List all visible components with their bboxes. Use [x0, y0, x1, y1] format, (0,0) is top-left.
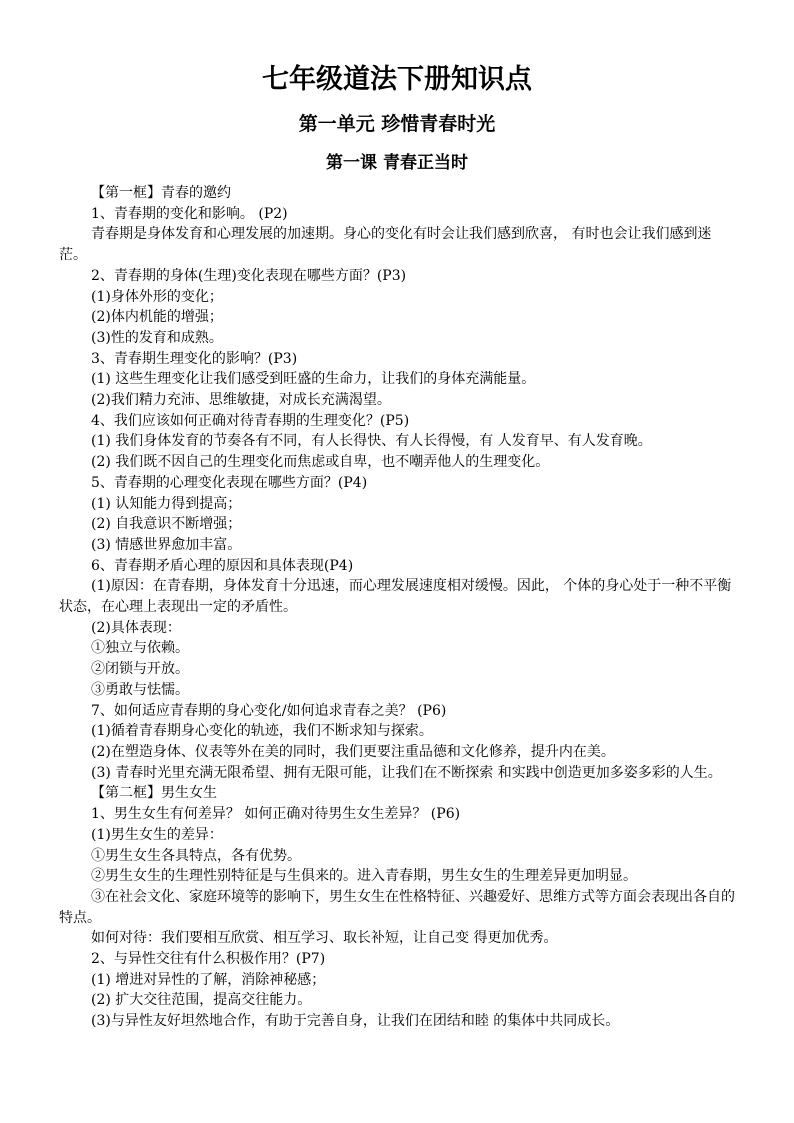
list-item: (2) 扩大交往范围，提高交往能力。	[91, 992, 312, 1009]
paragraph: (1)原因：在青春期，身体发育十分迅速，而心理发展速度相对缓慢。因此， 个体的身心处于一种不平衡状态，在心理上表现出一定的矛盾性。	[59, 578, 732, 616]
question-heading: 4、我们应该如何正确对待青春期的生理变化？(P5)	[91, 412, 410, 429]
question-heading: 7、如何适应青春期的身心变化/如何追求青春之美？ (P6)	[91, 702, 447, 719]
list-item: (3) 情感世界愈加丰富。	[91, 536, 242, 553]
list-item: ①独立与依赖。	[91, 640, 189, 657]
list-item: (1) 我们身体发育的节奏各有不同，有人长得快、有人长得慢，有 人发育早、有人发育晚。	[91, 433, 652, 450]
section-heading: 【第二框】男生女生	[91, 785, 217, 802]
paragraph: ③在社会文化、家庭环境等的影响下，男生女生在性格特征、兴趣爱好、思维方式等方面会表现出各自的特点。	[59, 888, 735, 926]
list-item: (1)身体外形的变化；	[91, 288, 223, 305]
question-heading: 5、青春期的心理变化表现在哪些方面？(P4)	[91, 474, 368, 491]
list-item: (3)与异性友好坦然地合作，有助于完善自身，让我们在团结和睦 的集体中共同成长。	[91, 1013, 620, 1030]
list-item: ②男生女生的生理性别特征是与生俱来的。进入青春期，男生女生的生理差异更加明显。	[91, 868, 637, 885]
section-heading: 【第一框】青春的邀约	[91, 185, 231, 201]
list-item: (2)具体表现：	[91, 619, 181, 636]
question-heading: 2、青春期的身体(生理)变化表现在哪些方面？(P3)	[91, 267, 407, 284]
list-item: (2)在塑造身体、仪表等外在美的同时，我们更要注重品德和文化修养，提升内在美。	[91, 743, 615, 760]
lesson-heading: 第一课 青春正当时	[326, 153, 468, 173]
list-item: (1)循着青春期身心变化的轨迹，我们不断求知与探索。	[91, 723, 433, 740]
list-item: (2) 我们既不因自己的生理变化而焦虑或自卑，也不嘲弄他人的生理变化。	[91, 454, 550, 471]
question-heading: 6、青春期矛盾心理的原因和具体表现(P4)	[91, 557, 354, 574]
paragraph: 如何对待：我们要相互欣赏、相互学习、取长补短，让自己变 得更加优秀。	[91, 930, 558, 947]
unit-heading: 第一单元 珍惜青春时光	[298, 113, 496, 135]
document-title: 七年级道法下册知识点	[262, 64, 532, 95]
paragraph: 青春期是身体发育和心理发展的加速期。身心的变化有时会让我们感到欣喜， 有时也会让我们感到迷茫。	[59, 226, 712, 264]
question-heading: 1、青春期的变化和影响。 (P2)	[91, 205, 288, 222]
list-item: (3)性的发育和成熟。	[91, 329, 223, 346]
list-item: (2) 自我意识不断增强；	[91, 516, 242, 533]
list-item: (2)体内机能的增强；	[91, 309, 223, 326]
question-heading: 1、男生女生有何差异？ 如何正确对待男生女生差异？ (P6)	[91, 806, 461, 823]
list-item: (2)我们精力充沛、思维敏捷，对成长充满渴望。	[91, 392, 391, 409]
document-body	[59, 183, 739, 1032]
list-item: ③勇敢与怯懦。	[91, 681, 189, 698]
list-item: (1) 认知能力得到提高；	[91, 495, 242, 512]
list-item: ①男生女生各具特点，各有优势。	[91, 847, 301, 864]
list-item: (1) 这些生理变化让我们感受到旺盛的生命力，让我们的身体充满能量。	[91, 371, 536, 388]
list-item: (1)男生女生的差异：	[91, 826, 223, 843]
question-heading: 2、与异性交往有什么积极作用？(P7)	[91, 951, 326, 968]
paragraph: (3) 青春时光里充满无限希望、拥有无限可能，让我们在不断探索 和实践中创造更加多姿多彩的人生。	[91, 764, 722, 781]
question-heading: 3、青春期生理变化的影响？(P3)	[91, 350, 298, 367]
list-item: (1) 增进对异性的了解，消除神秘感；	[91, 971, 326, 988]
list-item: ②闭锁与开放。	[91, 661, 189, 678]
